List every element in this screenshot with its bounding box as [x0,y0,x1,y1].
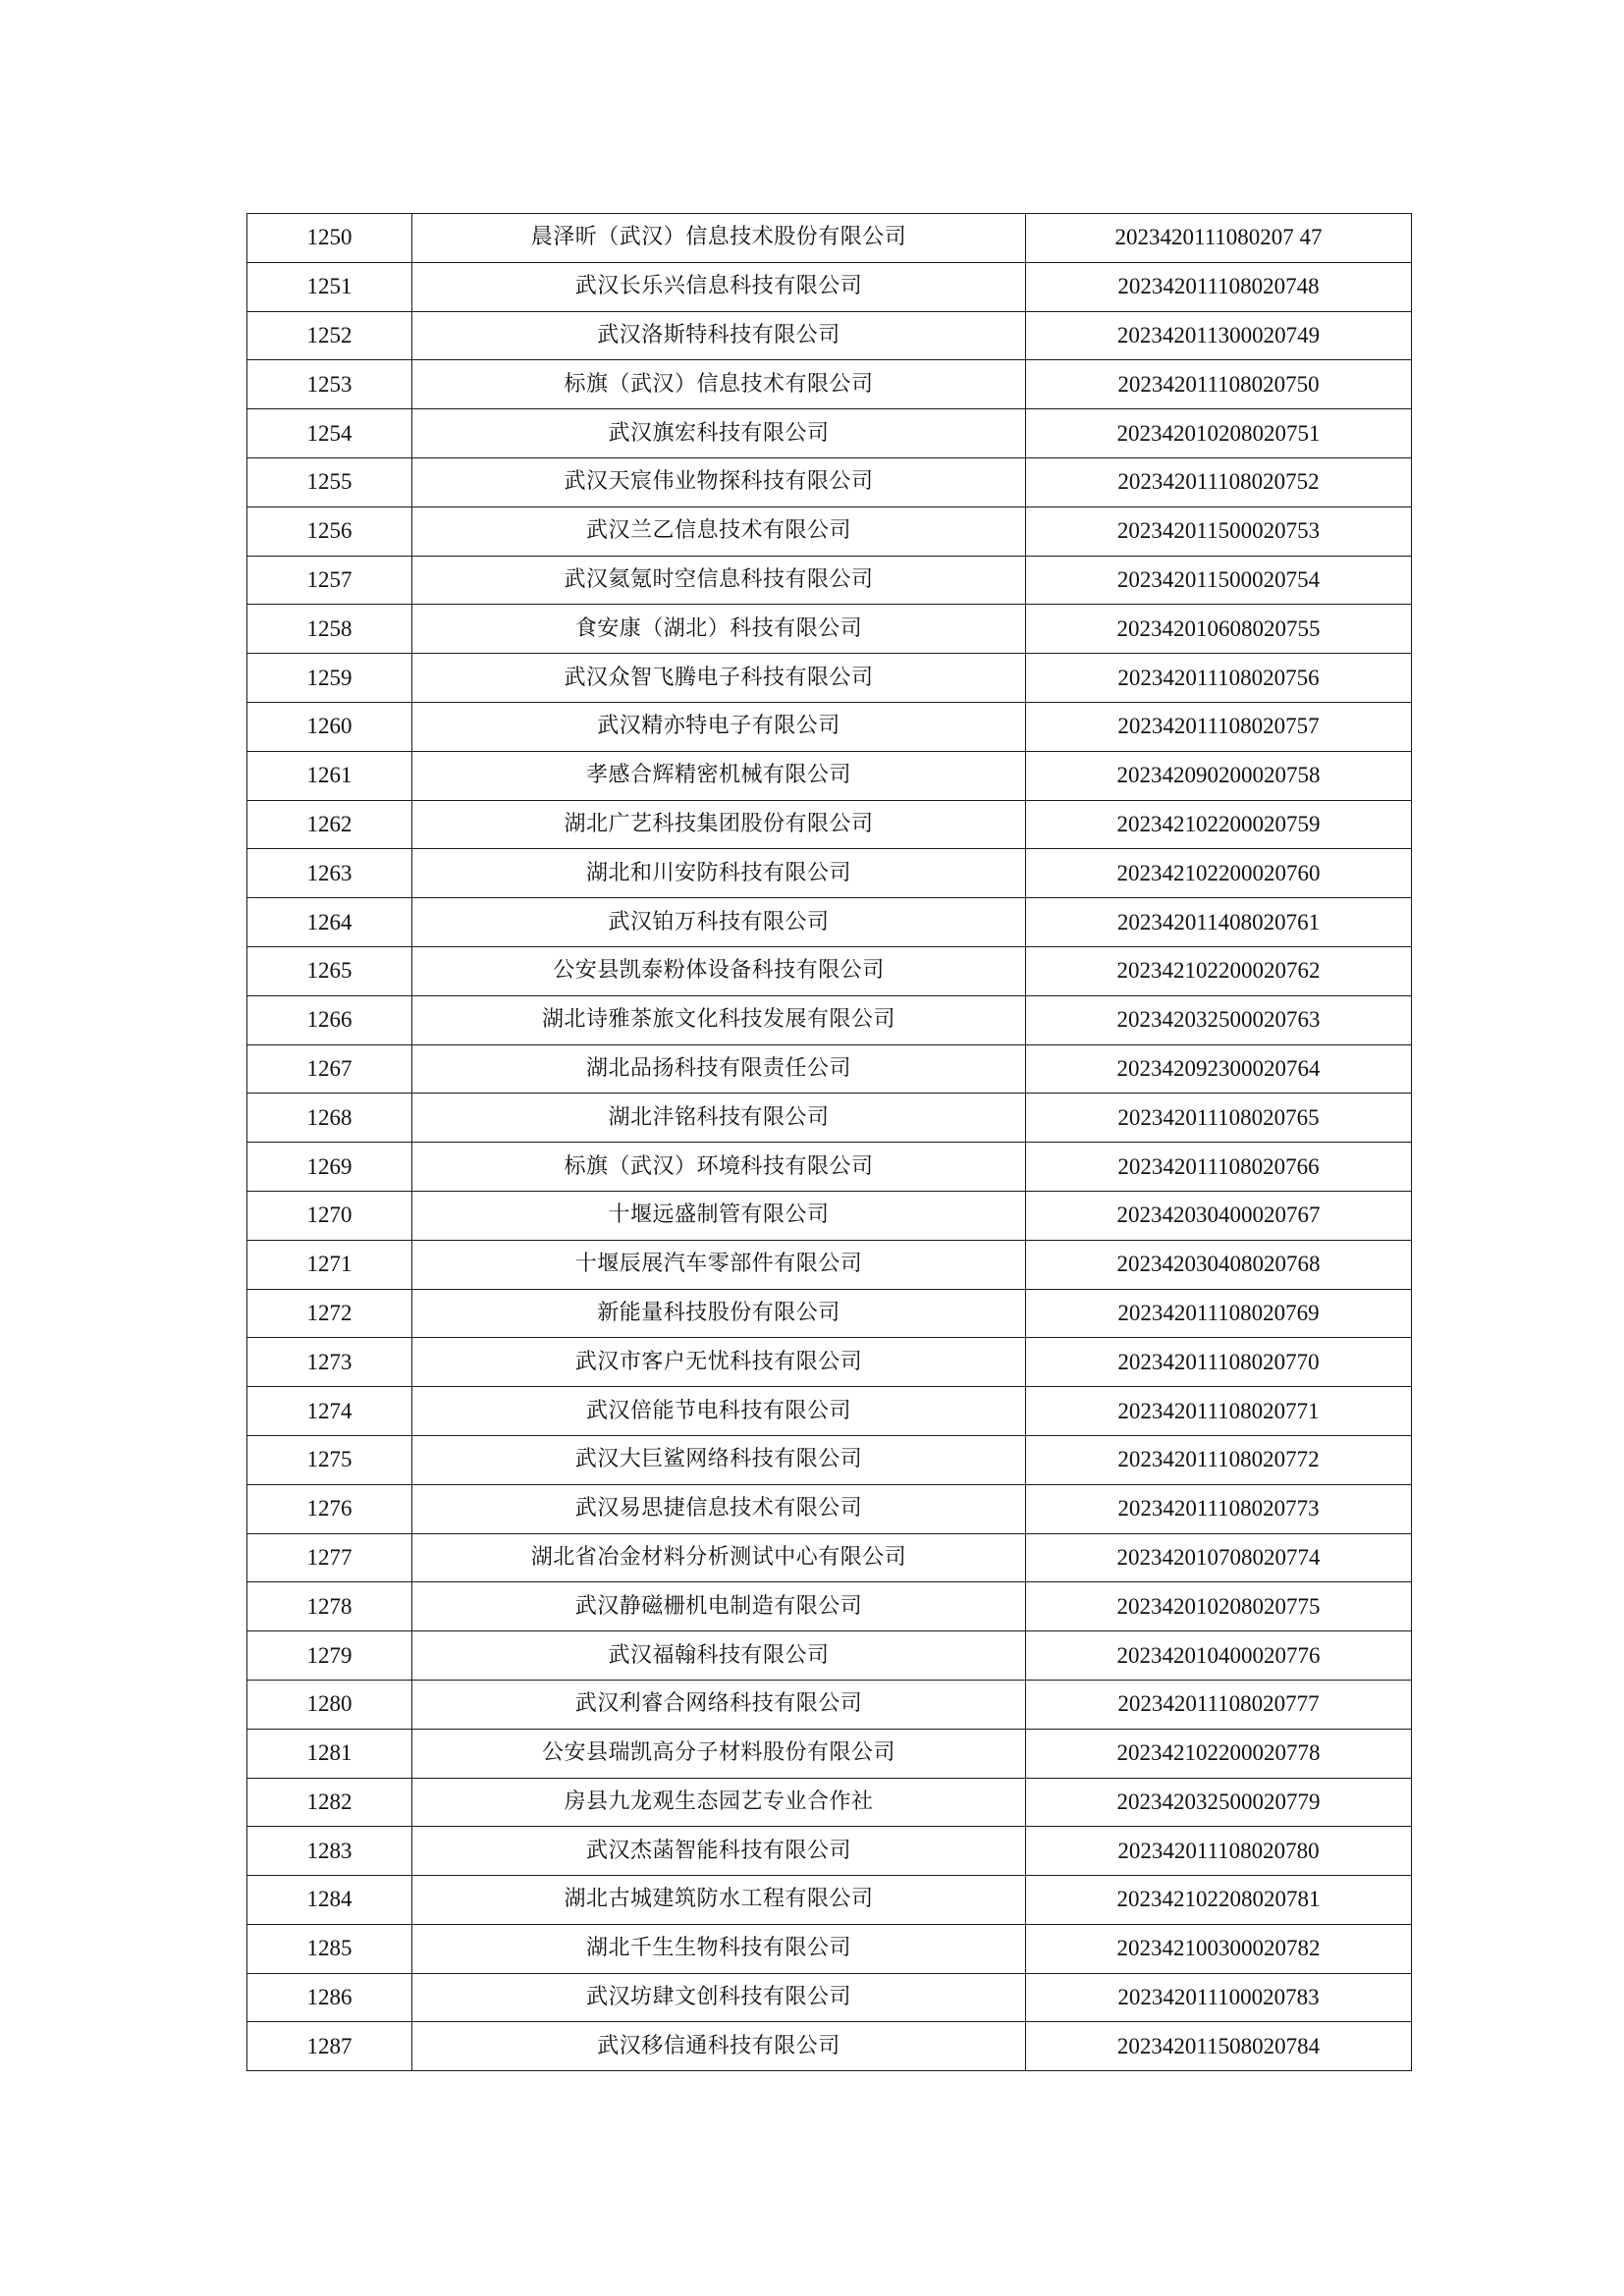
table-row [247,946,1412,995]
company-name-cell: 武汉杰菡智能科技有限公司 [412,1827,1026,1876]
table-row [247,898,1412,947]
row-number-cell: 1271 [247,1240,412,1289]
row-number-cell: 1280 [247,1680,412,1729]
row-number-cell: 1253 [247,360,412,409]
company-name-cell: 武汉大巨鲨网络科技有限公司 [412,1435,1026,1484]
table-row [247,1387,1412,1436]
company-name-cell: 湖北千生生物科技有限公司 [412,1924,1026,1973]
registration-code-cell: 202342011108020765 [1026,1094,1412,1143]
registration-code-cell: 202342102200020760 [1026,849,1412,898]
registration-code-cell: 202342011108020773 [1026,1484,1412,1533]
row-number-cell: 1260 [247,702,412,751]
table-row [247,995,1412,1044]
table-row [247,751,1412,800]
registration-code-cell: 202342011108020766 [1026,1143,1412,1192]
registration-code-cell: 202342010608020755 [1026,605,1412,654]
company-name-cell: 武汉精亦特电子有限公司 [412,702,1026,751]
table-row [247,1924,1412,1973]
row-number-cell: 1268 [247,1094,412,1143]
table-row [247,360,1412,409]
table-row [247,1435,1412,1484]
row-number-cell: 1266 [247,995,412,1044]
row-number-cell: 1254 [247,409,412,458]
company-name-cell: 武汉铂万科技有限公司 [412,898,1026,947]
table-row [247,1729,1412,1778]
company-name-cell: 食安康（湖北）科技有限公司 [412,605,1026,654]
registration-code-cell: 202342102200020778 [1026,1729,1412,1778]
table-row [247,1827,1412,1876]
company-name-cell: 晨泽昕（武汉）信息技术股份有限公司 [412,214,1026,263]
company-name-cell: 武汉洛斯特科技有限公司 [412,311,1026,360]
registry-table [246,213,1412,2071]
table-row [247,311,1412,360]
table-row [247,1582,1412,1631]
row-number-cell: 1277 [247,1533,412,1582]
table-row [247,2022,1412,2071]
table-row [247,214,1412,263]
company-name-cell: 公安县凯泰粉体设备科技有限公司 [412,946,1026,995]
registration-code-cell: 202342011500020754 [1026,556,1412,605]
table-row [247,1044,1412,1094]
table-row [247,702,1412,751]
registration-code-cell: 202342011108020752 [1026,457,1412,507]
registration-code-cell: 202342011408020761 [1026,898,1412,947]
registration-code-cell: 202342102208020781 [1026,1876,1412,1925]
registration-code-cell: 202342011500020753 [1026,507,1412,556]
company-name-cell: 武汉福翰科技有限公司 [412,1631,1026,1681]
row-number-cell: 1265 [247,946,412,995]
registration-code-cell: 202342011108020772 [1026,1435,1412,1484]
registration-code-cell: 202342011108020777 [1026,1680,1412,1729]
registration-code-cell: 202342011108020771 [1026,1387,1412,1436]
table-row [247,457,1412,507]
row-number-cell: 1274 [247,1387,412,1436]
registration-code-cell: 202342102200020762 [1026,946,1412,995]
row-number-cell: 1257 [247,556,412,605]
table-row [247,1876,1412,1925]
registration-code-cell: 202342011108020756 [1026,654,1412,703]
company-name-cell: 武汉静磁栅机电制造有限公司 [412,1582,1026,1631]
table-row [247,1143,1412,1192]
company-name-cell: 十堰辰展汽车零部件有限公司 [412,1240,1026,1289]
table-row [247,1094,1412,1143]
table-row [247,1240,1412,1289]
company-name-cell: 武汉市客户无忧科技有限公司 [412,1338,1026,1387]
row-number-cell: 1282 [247,1778,412,1827]
registration-code-cell: 202342011300020749 [1026,311,1412,360]
table-row [247,1289,1412,1338]
table-row [247,409,1412,458]
registration-code-cell: 202342011108020757 [1026,702,1412,751]
row-number-cell: 1272 [247,1289,412,1338]
company-name-cell: 武汉兰乙信息技术有限公司 [412,507,1026,556]
registration-code-cell: 202342011108020770 [1026,1338,1412,1387]
registration-code-cell: 202342010208020775 [1026,1582,1412,1631]
table-row [247,605,1412,654]
company-name-cell: 武汉旗宏科技有限公司 [412,409,1026,458]
row-number-cell: 1270 [247,1191,412,1240]
registration-code-cell: 202342100300020782 [1026,1924,1412,1973]
company-name-cell: 湖北省冶金材料分析测试中心有限公司 [412,1533,1026,1582]
registration-code-cell: 202342010208020751 [1026,409,1412,458]
registration-code-cell: 202342011100020783 [1026,1973,1412,2022]
table-row [247,654,1412,703]
registration-code-cell: 202342032500020779 [1026,1778,1412,1827]
row-number-cell: 1287 [247,2022,412,2071]
row-number-cell: 1283 [247,1827,412,1876]
row-number-cell: 1267 [247,1044,412,1094]
row-number-cell: 1273 [247,1338,412,1387]
row-number-cell: 1261 [247,751,412,800]
registration-code-cell: 202342092300020764 [1026,1044,1412,1094]
row-number-cell: 1264 [247,898,412,947]
table-row [247,1484,1412,1533]
company-name-cell: 房县九龙观生态园艺专业合作社 [412,1778,1026,1827]
registration-code-cell: 202342011108020750 [1026,360,1412,409]
company-name-cell: 十堰远盛制管有限公司 [412,1191,1026,1240]
table-row [247,1191,1412,1240]
row-number-cell: 1263 [247,849,412,898]
company-name-cell: 标旗（武汉）环境科技有限公司 [412,1143,1026,1192]
table-row [247,1973,1412,2022]
company-name-cell: 武汉天宸伟业物探科技有限公司 [412,457,1026,507]
row-number-cell: 1259 [247,654,412,703]
company-name-cell: 标旗（武汉）信息技术有限公司 [412,360,1026,409]
row-number-cell: 1281 [247,1729,412,1778]
registration-code-cell: 202342030408020768 [1026,1240,1412,1289]
table-row [247,556,1412,605]
row-number-cell: 1262 [247,800,412,849]
table-row [247,1631,1412,1681]
row-number-cell: 1251 [247,262,412,311]
row-number-cell: 1258 [247,605,412,654]
registration-code-cell: 2023420111080207 47 [1026,214,1412,263]
row-number-cell: 1256 [247,507,412,556]
table-row [247,1680,1412,1729]
company-name-cell: 湖北诗雅茶旅文化科技发展有限公司 [412,995,1026,1044]
company-name-cell: 武汉坊肆文创科技有限公司 [412,1973,1026,2022]
registration-code-cell: 202342011108020769 [1026,1289,1412,1338]
company-name-cell: 武汉易思捷信息技术有限公司 [412,1484,1026,1533]
company-name-cell: 湖北和川安防科技有限公司 [412,849,1026,898]
row-number-cell: 1276 [247,1484,412,1533]
registration-code-cell: 202342010708020774 [1026,1533,1412,1582]
table-row [247,1533,1412,1582]
company-name-cell: 公安县瑞凯高分子材料股份有限公司 [412,1729,1026,1778]
company-name-cell: 湖北广艺科技集团股份有限公司 [412,800,1026,849]
company-name-cell: 武汉氦氪时空信息科技有限公司 [412,556,1026,605]
row-number-cell: 1279 [247,1631,412,1681]
company-name-cell: 武汉移信通科技有限公司 [412,2022,1026,2071]
row-number-cell: 1250 [247,214,412,263]
registration-code-cell: 202342030400020767 [1026,1191,1412,1240]
table-row [247,507,1412,556]
company-name-cell: 武汉倍能节电科技有限公司 [412,1387,1026,1436]
registration-code-cell: 202342010400020776 [1026,1631,1412,1681]
row-number-cell: 1278 [247,1582,412,1631]
table-row [247,1778,1412,1827]
row-number-cell: 1285 [247,1924,412,1973]
company-name-cell: 湖北古城建筑防水工程有限公司 [412,1876,1026,1925]
row-number-cell: 1275 [247,1435,412,1484]
row-number-cell: 1269 [247,1143,412,1192]
company-name-cell: 武汉利睿合网络科技有限公司 [412,1680,1026,1729]
registration-code-cell: 202342032500020763 [1026,995,1412,1044]
registration-code-cell: 202342011108020780 [1026,1827,1412,1876]
company-name-cell: 湖北品扬科技有限责任公司 [412,1044,1026,1094]
row-number-cell: 1284 [247,1876,412,1925]
registration-code-cell: 202342090200020758 [1026,751,1412,800]
registry-table-body [247,214,1412,2071]
company-name-cell: 新能量科技股份有限公司 [412,1289,1026,1338]
row-number-cell: 1255 [247,457,412,507]
company-name-cell: 武汉长乐兴信息科技有限公司 [412,262,1026,311]
table-row [247,849,1412,898]
company-name-cell: 武汉众智飞腾电子科技有限公司 [412,654,1026,703]
registration-code-cell: 202342011508020784 [1026,2022,1412,2071]
company-name-cell: 孝感合辉精密机械有限公司 [412,751,1026,800]
registration-code-cell: 202342102200020759 [1026,800,1412,849]
row-number-cell: 1252 [247,311,412,360]
row-number-cell: 1286 [247,1973,412,2022]
registration-code-cell: 202342011108020748 [1026,262,1412,311]
table-row [247,800,1412,849]
company-name-cell: 湖北沣铭科技有限公司 [412,1094,1026,1143]
table-row [247,262,1412,311]
table-row [247,1338,1412,1387]
